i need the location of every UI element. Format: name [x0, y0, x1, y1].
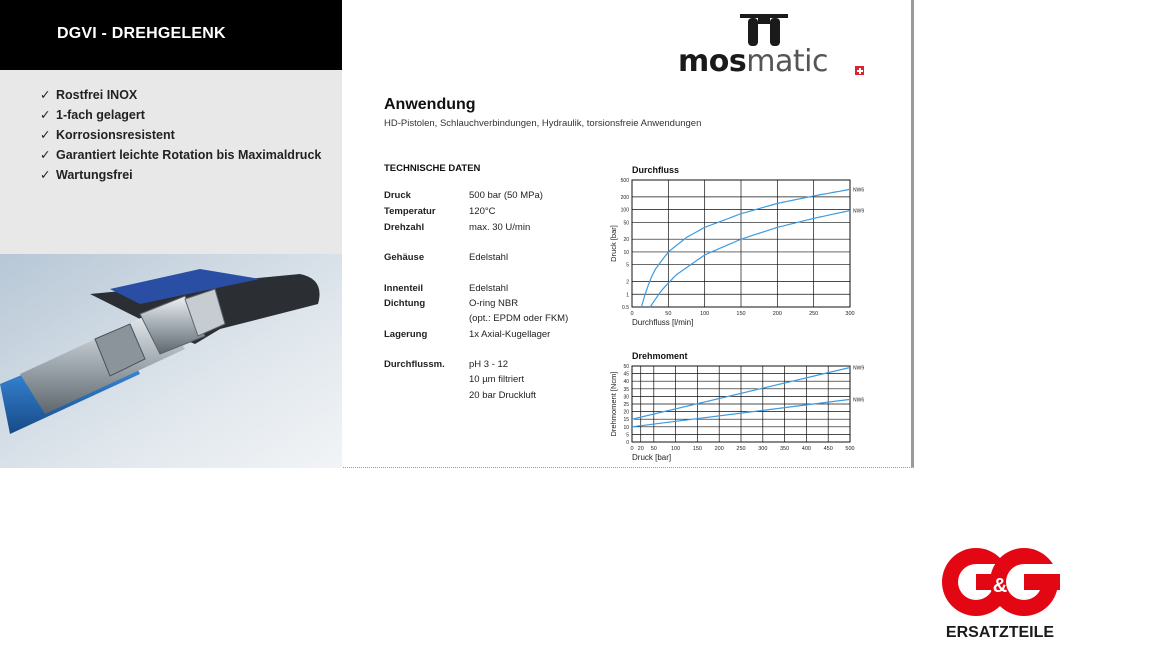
feature-item: ✓ Garantiert leichte Rotation bis Maximaldruck: [40, 145, 321, 165]
spec-value: 10 µm filtriert: [469, 374, 525, 385]
y-tick-label: 20: [623, 409, 629, 416]
x-tick-label: 350: [780, 446, 790, 452]
y-axis-label: Druck [bar]: [609, 225, 618, 262]
y-tick-label: 45: [623, 371, 629, 378]
y-tick-label: 0: [626, 440, 629, 446]
check-icon: ✓: [40, 148, 51, 162]
series-label: NW6: [853, 397, 865, 404]
spec-value: O-ring NBR: [469, 298, 519, 309]
spec-value: 500 bar (50 MPa): [469, 190, 543, 201]
torque-chart: [604, 340, 874, 465]
check-icon: ✓: [40, 128, 51, 142]
x-tick-label: 250: [736, 446, 746, 452]
spec-value: max. 30 U/min: [469, 222, 531, 233]
x-tick-label: 50: [665, 311, 672, 317]
x-tick-label: 100: [700, 311, 710, 317]
svg-text:&: &: [992, 575, 1008, 597]
gg-ersatzteile-logo-icon: [938, 540, 1062, 640]
feature-item: ✓ Wartungsfrei: [40, 165, 321, 185]
y-tick-label: 50: [623, 220, 629, 227]
y-axis-label: Drehmoment [Ncm]: [609, 371, 618, 437]
mosmatic-wordmark: mosmatic: [678, 44, 828, 79]
series-label: NW9: [853, 365, 865, 372]
product-photo: [0, 254, 342, 468]
product-title: DGVI - DREHGELENK: [57, 25, 226, 42]
spec-label: Gehäuse: [384, 252, 425, 263]
y-tick-label: 5: [626, 262, 629, 269]
x-tick-label: 450: [823, 446, 833, 452]
x-tick-label: 400: [801, 446, 811, 452]
y-tick-label: 500: [620, 178, 629, 184]
x-tick-label: 500: [845, 446, 855, 452]
y-tick-label: 15: [623, 417, 629, 424]
left-panel: [0, 0, 342, 468]
feature-item: ✓ Korrosionsresistent: [40, 125, 321, 145]
spec-value: 120°C: [469, 206, 496, 217]
spec-label: Druck: [384, 190, 411, 201]
x-tick-label: 20: [637, 446, 644, 452]
y-tick-label: 1: [626, 292, 629, 299]
spec-value: 1x Axial-Kugellager: [469, 329, 551, 340]
series-label: NW9: [853, 208, 865, 215]
y-tick-label: 30: [623, 394, 629, 401]
series-label: NW6: [853, 187, 865, 194]
y-tick-label: 0.5: [622, 305, 629, 311]
x-tick-label: 150: [692, 446, 702, 452]
y-tick-label: 25: [623, 402, 629, 408]
x-axis-label: Druck [bar]: [632, 453, 672, 462]
tech-data-title: TECHNISCHE DATEN: [384, 163, 481, 174]
y-tick-label: 5: [626, 432, 629, 439]
y-tick-label: 35: [623, 386, 629, 393]
x-tick-label: 0: [630, 446, 634, 452]
spec-value: 20 bar Druckluft: [469, 390, 537, 401]
check-icon: ✓: [40, 88, 51, 102]
y-tick-label: 20: [623, 237, 629, 244]
y-tick-label: 10: [623, 424, 629, 431]
title-bar: [0, 0, 342, 70]
y-tick-label: 50: [623, 364, 629, 370]
feature-list: [40, 85, 321, 185]
spec-label: Drehzahl: [384, 222, 425, 233]
flow-chart: [604, 158, 874, 333]
spec-label: Durchflussm.: [384, 359, 445, 370]
spec-label: Dichtung: [384, 298, 426, 309]
y-tick-label: 2: [626, 279, 629, 286]
spec-value: Edelstahl: [469, 283, 509, 294]
check-icon: ✓: [40, 108, 51, 122]
application-heading: Anwendung: [384, 96, 476, 113]
x-tick-label: 100: [671, 446, 681, 452]
check-icon: ✓: [40, 168, 51, 182]
y-tick-label: 100: [620, 207, 629, 214]
chart-title: Drehmoment: [632, 351, 688, 361]
gg-subtitle: ERSATZTEILE: [945, 624, 1055, 640]
y-tick-label: 200: [620, 194, 629, 201]
spec-label: Lagerung: [384, 329, 428, 340]
spec-label: Temperatur: [384, 206, 436, 217]
x-tick-label: 150: [736, 311, 746, 317]
x-tick-label: 300: [758, 446, 768, 452]
spec-value: (opt.: EPDM oder FKM): [469, 313, 569, 324]
swiss-flag-icon: [855, 66, 864, 75]
feature-item: ✓ 1-fach gelagert: [40, 105, 321, 125]
x-tick-label: 50: [650, 446, 657, 452]
spec-value: pH 3 - 12: [469, 359, 509, 370]
x-tick-label: 0: [630, 311, 634, 317]
x-axis-label: Durchfluss [l/min]: [632, 318, 694, 327]
spec-value: Edelstahl: [469, 252, 509, 263]
x-tick-label: 250: [809, 311, 819, 317]
x-tick-label: 200: [772, 311, 782, 317]
application-text: HD-Pistolen, Schlauchverbindungen, Hydraulik, torsionsfreie Anwendungen: [384, 118, 702, 129]
y-tick-label: 40: [623, 379, 629, 386]
feature-item: ✓ Rostfrei INOX: [40, 85, 321, 105]
x-tick-label: 300: [845, 311, 855, 317]
spec-label: Innenteil: [384, 283, 424, 294]
y-tick-label: 10: [623, 249, 629, 256]
x-tick-label: 200: [714, 446, 724, 452]
chart-title: Durchfluss: [632, 165, 680, 175]
